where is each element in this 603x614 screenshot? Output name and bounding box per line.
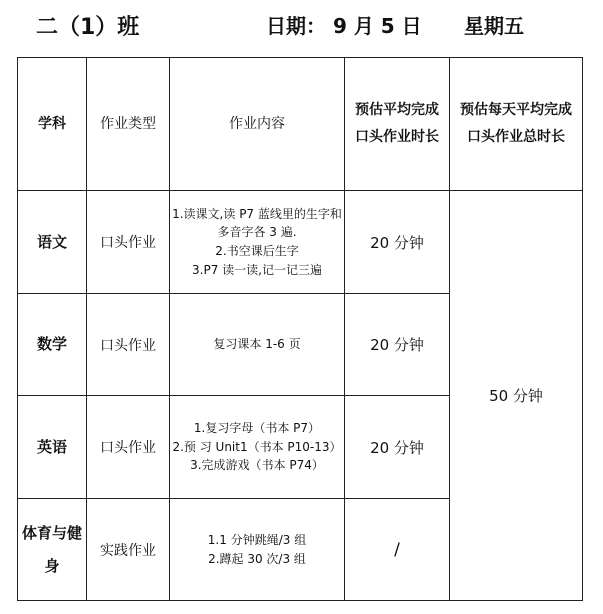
header-subject: 学科 [18, 58, 87, 191]
header-row [18, 58, 583, 191]
content-line: 1.复习字母（书本 P7） [193, 421, 321, 436]
content-cell [170, 499, 345, 601]
header-content: 作业内容 [170, 58, 345, 191]
homework-table [17, 57, 583, 601]
subject-cell: 数学 [18, 294, 87, 396]
content-line: 2.预 习 Unit1（书本 P10-13） [172, 439, 342, 454]
content-line: 3.完成游戏（书本 P74） [190, 458, 324, 473]
content-cell [170, 294, 345, 396]
header-total: 预估每天平均完成口头作业总时长 [450, 58, 583, 191]
content-line: 1.1 分钟跳绳/3 组 [207, 532, 307, 547]
date-label: 日期： 9 月 5 日 [266, 14, 422, 38]
page-header [0, 10, 603, 40]
class-name: 二（1）班 [36, 15, 140, 40]
duration-cell: 20 分钟 [345, 294, 450, 396]
content-line: 复习课本 1-6 页 [213, 337, 301, 352]
total-time-cell: 50 分钟 [450, 191, 583, 601]
weekday-label: 星期五 [464, 14, 524, 38]
header-duration: 预估平均完成口头作业时长 [345, 58, 450, 191]
content-line: 2.书空课后生字 [215, 244, 299, 258]
duration-cell: / [345, 499, 450, 601]
type-cell: 口头作业 [87, 294, 170, 396]
header-type: 作业类型 [87, 58, 170, 191]
type-cell: 口头作业 [87, 191, 170, 294]
content-line: 3.P7 读一读,记一记三遍 [192, 262, 322, 277]
table-row [18, 191, 583, 294]
subject-cell: 英语 [18, 396, 87, 499]
content-cell [170, 396, 345, 499]
subject-cell: 语文 [18, 191, 87, 294]
type-cell: 实践作业 [87, 499, 170, 601]
duration-cell: 20 分钟 [345, 191, 450, 294]
content-line: 2.蹲起 30 次/3 组 [208, 551, 306, 566]
duration-cell: 20 分钟 [345, 396, 450, 499]
subject-cell: 体育与健身 [18, 499, 87, 601]
content-cell [170, 191, 345, 294]
content-line: 1.读课文,读 P7 蓝线里的生字和多音字各 3 遍. [172, 206, 342, 240]
type-cell: 口头作业 [87, 396, 170, 499]
